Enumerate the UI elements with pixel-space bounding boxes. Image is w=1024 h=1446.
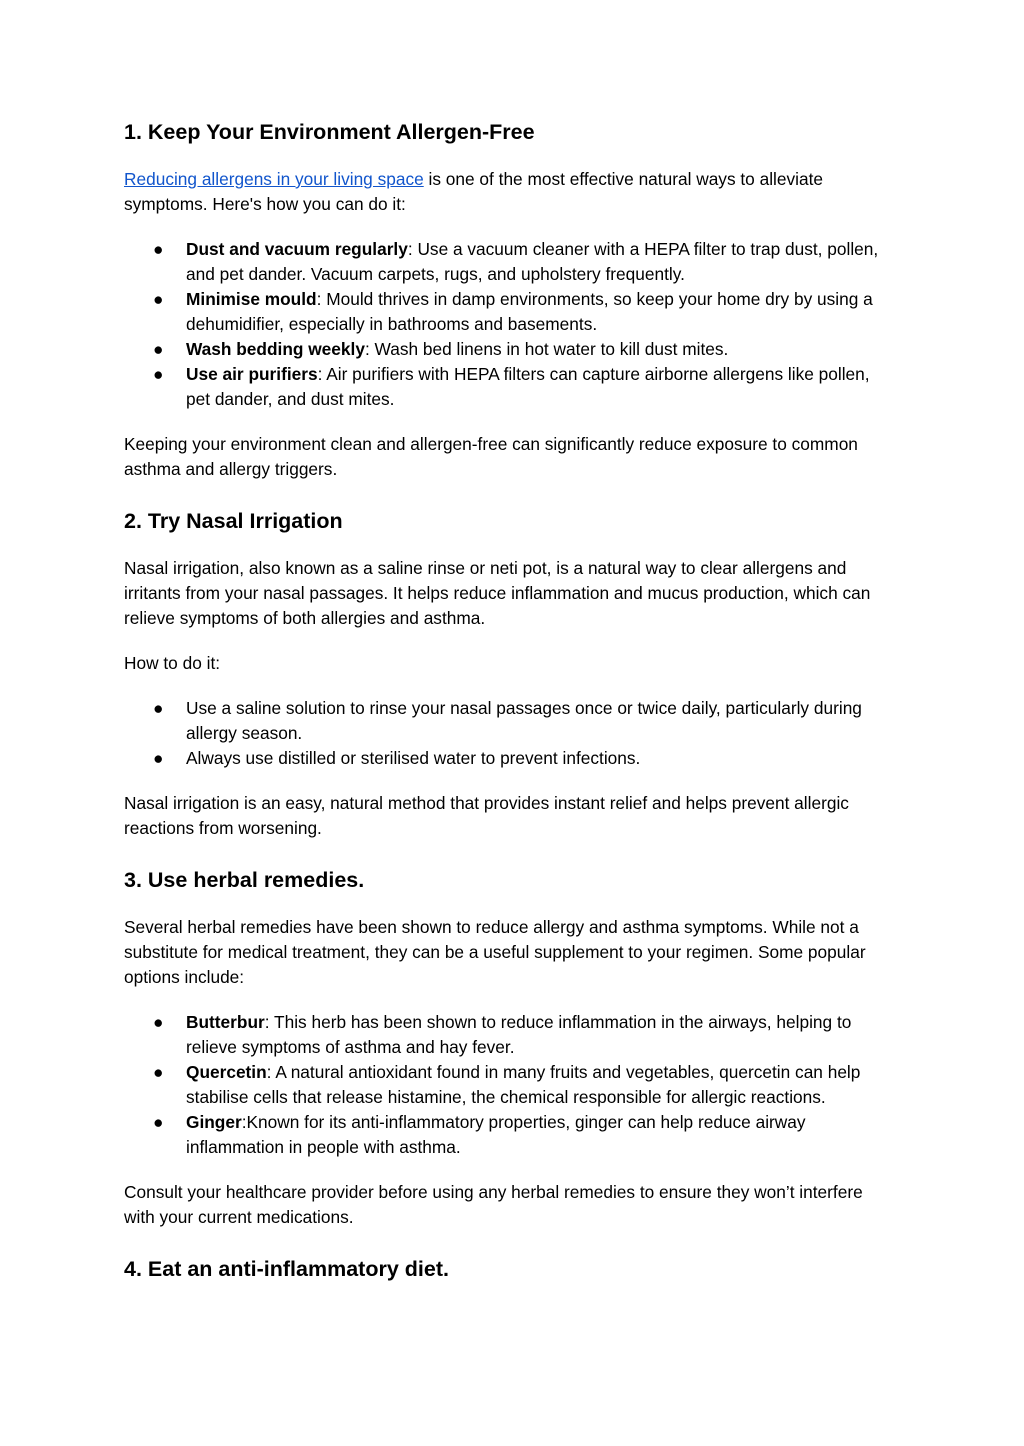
list-item xyxy=(124,696,896,746)
section-1-list xyxy=(124,237,896,412)
list-item xyxy=(124,1010,896,1060)
list-item-text: : Mould thrives in damp environments, so keep your home dry by using a dehumidifier, especially in bathrooms and basements. xyxy=(186,289,873,334)
section-2-list xyxy=(124,696,896,771)
list-item-text: : Wash bed linens in hot water to kill dust mites. xyxy=(364,339,729,359)
list-item xyxy=(124,1110,896,1160)
reducing-allergens-link[interactable]: Reducing allergens in your living space xyxy=(124,169,424,189)
bullet-icon: ● xyxy=(153,364,164,384)
list-item-term: Ginger xyxy=(186,1112,242,1132)
list-item-text: Use a saline solution to rinse your nasal passages once or twice daily, particularly during allergy season. xyxy=(186,698,862,743)
section-1-intro-text: is one of the most effective natural ways to alleviate symptoms. Here's how you can do it: xyxy=(124,169,824,214)
list-item xyxy=(124,746,896,771)
bullet-icon: ● xyxy=(153,698,164,718)
bullet-icon: ● xyxy=(153,289,164,309)
list-item-text: : This herb has been shown to reduce inflammation in the airways, helping to relieve symptoms of asthma and hay fever. xyxy=(186,1012,852,1057)
list-item-term: Dust and vacuum regularly xyxy=(186,239,408,259)
bullet-icon: ● xyxy=(153,1012,164,1032)
list-item-term: Butterbur xyxy=(186,1012,265,1032)
list-item-text: :Known for its anti-inflammatory properties, ginger can help reduce airway inflammation in people with asthma. xyxy=(186,1112,806,1157)
list-item-text: Always use distilled or sterilised water to prevent infections. xyxy=(186,748,641,768)
section-2-closing: Nasal irrigation is an easy, natural method that provides instant relief and helps prevent allergic reactions from worsening. xyxy=(124,793,849,838)
bullet-icon: ● xyxy=(153,1112,164,1132)
section-2-intro: Nasal irrigation, also known as a saline rinse or neti pot, is a natural way to clear allergens and irritants from your nasal passages. It helps reduce inflammation and mucus production, which can relieve symptoms of both allergies and asthma. xyxy=(124,558,871,628)
list-item xyxy=(124,1060,896,1110)
list-item xyxy=(124,237,896,287)
bullet-icon: ● xyxy=(153,339,164,359)
list-item-text: : A natural antioxidant found in many fruits and vegetables, quercetin can help stabilise cells that release histamine, the chemical responsible for allergic reactions. xyxy=(186,1062,861,1107)
list-item xyxy=(124,287,896,337)
list-item-text: : Use a vacuum cleaner with a HEPA filter to trap dust, pollen, and pet dander. Vacuum carpets, rugs, and upholstery frequently. xyxy=(186,239,879,284)
list-item xyxy=(124,337,896,362)
list-item-term: Quercetin xyxy=(186,1062,267,1082)
section-1-intro xyxy=(124,167,896,217)
list-item-term: Minimise mould xyxy=(186,289,317,309)
section-3-heading: 3. Use herbal remedies. xyxy=(124,868,365,892)
list-item-term: Wash bedding weekly xyxy=(186,339,365,359)
section-3-list xyxy=(124,1010,896,1160)
section-1-closing: Keeping your environment clean and allergen-free can significantly reduce exposure to common asthma and allergy triggers. xyxy=(124,434,858,479)
section-1-heading: 1. Keep Your Environment Allergen-Free xyxy=(124,120,535,144)
document-page xyxy=(124,118,896,1283)
list-item-term: Use air purifiers xyxy=(186,364,318,384)
bullet-icon: ● xyxy=(153,1062,164,1082)
bullet-icon: ● xyxy=(153,239,164,259)
list-item xyxy=(124,362,896,412)
section-4-heading: 4. Eat an anti-inflammatory diet. xyxy=(124,1257,449,1281)
section-2-howto: How to do it: xyxy=(124,653,221,673)
list-item-text: : Air purifiers with HEPA filters can capture airborne allergens like pollen, pet dander, and dust mites. xyxy=(186,364,870,409)
section-3-intro: Several herbal remedies have been shown to reduce allergy and asthma symptoms. While not a substitute for medical treatment, they can be a useful supplement to your regimen. Some popular options include: xyxy=(124,917,866,987)
section-2-heading: 2. Try Nasal Irrigation xyxy=(124,509,343,533)
section-3-closing: Consult your healthcare provider before using any herbal remedies to ensure they won’t interfere with your current medications. xyxy=(124,1182,863,1227)
bullet-icon: ● xyxy=(153,748,164,768)
